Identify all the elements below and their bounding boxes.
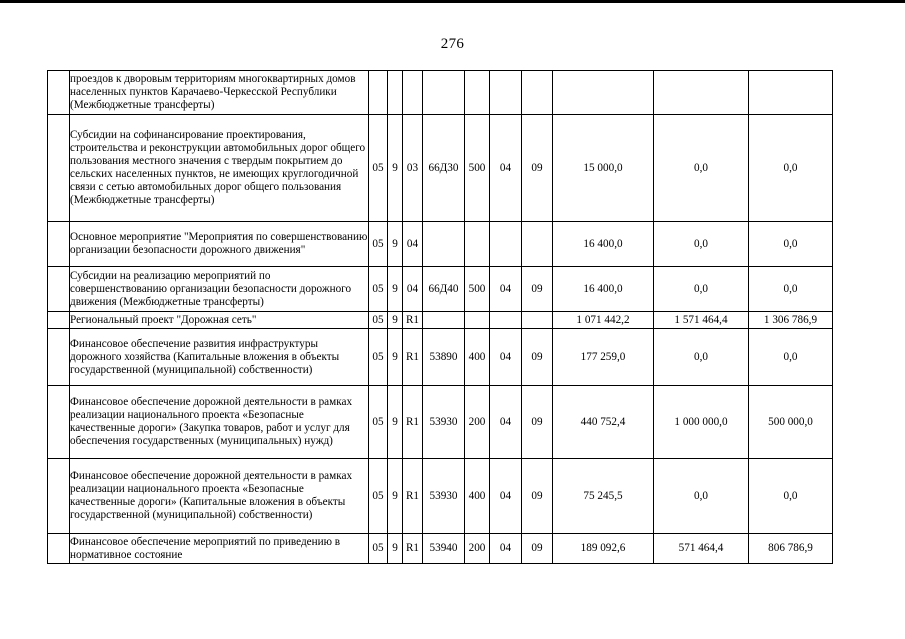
section-cell: 04 [490,534,522,564]
program-code-cell: 05 [369,115,388,222]
expense-type-cell [465,222,490,267]
subsection-cell [522,312,553,329]
amount-year3-cell: 1 306 786,9 [749,312,833,329]
activity-code-cell: 04 [403,267,423,312]
activity-code-cell: R1 [403,386,423,459]
row-number-cell [48,386,70,459]
section-cell: 04 [490,386,522,459]
activity-code-cell: 04 [403,222,423,267]
expense-type-cell: 400 [465,329,490,386]
amount-year2-cell: 0,0 [654,115,749,222]
amount-year1-cell: 75 245,5 [553,459,654,534]
amount-year3-cell: 500 000,0 [749,386,833,459]
expense-type-cell: 500 [465,115,490,222]
expense-type-cell: 200 [465,534,490,564]
direction-code-cell: 66Д30 [423,115,465,222]
section-cell [490,71,522,115]
row-number-cell [48,267,70,312]
page-number: 276 [440,36,465,52]
amount-year2-cell: 571 464,4 [654,534,749,564]
amount-year2-cell: 0,0 [654,222,749,267]
amount-year2-cell: 1 000 000,0 [654,386,749,459]
subprogram-code-cell: 9 [388,222,403,267]
direction-code-cell: 66Д40 [423,267,465,312]
table-row [48,115,833,222]
row-number-cell [48,71,70,115]
section-cell: 04 [490,459,522,534]
row-number-cell [48,222,70,267]
program-code-cell: 05 [369,459,388,534]
direction-code-cell: 53940 [423,534,465,564]
table-row [48,222,833,267]
row-number-cell [48,115,70,222]
amount-year3-cell: 806 786,9 [749,534,833,564]
row-number-cell [48,312,70,329]
item-name-cell: Финансовое обеспечение дорожной деятельности в рамках реализации национального проекта «Безопасные качественные дороги» (Капитальные вложения в объекты государственной (муниципальной) собственности) [70,459,369,534]
subprogram-code-cell [388,71,403,115]
activity-code-cell: R1 [403,534,423,564]
activity-code-cell: R1 [403,459,423,534]
direction-code-cell [423,222,465,267]
budget-table [47,70,833,564]
subsection-cell: 09 [522,459,553,534]
amount-year1-cell: 16 400,0 [553,222,654,267]
direction-code-cell: 53930 [423,459,465,534]
amount-year1-cell: 1 071 442,2 [553,312,654,329]
amount-year2-cell: 0,0 [654,329,749,386]
subsection-cell: 09 [522,386,553,459]
amount-year1-cell: 15 000,0 [553,115,654,222]
table-row [48,312,833,329]
amount-year1-cell: 16 400,0 [553,267,654,312]
table-row [48,267,833,312]
row-number-cell [48,329,70,386]
amount-year3-cell: 0,0 [749,222,833,267]
amount-year2-cell: 1 571 464,4 [654,312,749,329]
amount-year2-cell: 0,0 [654,267,749,312]
subsection-cell: 09 [522,115,553,222]
program-code-cell: 05 [369,222,388,267]
amount-year3-cell: 0,0 [749,267,833,312]
amount-year3-cell: 0,0 [749,459,833,534]
expense-type-cell: 200 [465,386,490,459]
direction-code-cell: 53930 [423,386,465,459]
program-code-cell [369,71,388,115]
amount-year1-cell: 440 752,4 [553,386,654,459]
item-name-cell: Субсидии на софинансирование проектирования, строительства и реконструкции автомобильных дорог общего пользования местного значения с твердым покрытием до сельских населенных пунктов, не имеющих круглогодичной связи с сетью автомобильных дорог общего пользования (Межбюджетные трансферты) [70,115,369,222]
activity-code-cell [403,71,423,115]
subsection-cell: 09 [522,534,553,564]
subprogram-code-cell: 9 [388,312,403,329]
program-code-cell: 05 [369,329,388,386]
expense-type-cell [465,71,490,115]
section-cell: 04 [490,267,522,312]
item-name-cell: Основное мероприятие "Мероприятия по совершенствованию организации безопасности дорожного движения" [70,222,369,267]
amount-year1-cell: 177 259,0 [553,329,654,386]
activity-code-cell: R1 [403,329,423,386]
table-row [48,459,833,534]
amount-year1-cell [553,71,654,115]
amount-year2-cell [654,71,749,115]
subprogram-code-cell: 9 [388,534,403,564]
table-row [48,329,833,386]
amount-year3-cell: 0,0 [749,329,833,386]
table-body [48,71,833,564]
expense-type-cell: 400 [465,459,490,534]
amount-year2-cell: 0,0 [654,459,749,534]
item-name-cell: Региональный проект "Дорожная сеть" [70,312,369,329]
table-row [48,534,833,564]
direction-code-cell: 53890 [423,329,465,386]
direction-code-cell [423,71,465,115]
item-name-cell: Субсидии на реализацию мероприятий по совершенствованию организации безопасности дорожного движения (Межбюджетные трансферты) [70,267,369,312]
activity-code-cell: 03 [403,115,423,222]
subsection-cell [522,71,553,115]
activity-code-cell: R1 [403,312,423,329]
section-cell [490,312,522,329]
amount-year3-cell: 0,0 [749,115,833,222]
direction-code-cell [423,312,465,329]
subprogram-code-cell: 9 [388,115,403,222]
row-number-cell [48,534,70,564]
amount-year3-cell [749,71,833,115]
program-code-cell: 05 [369,312,388,329]
subsection-cell: 09 [522,267,553,312]
subprogram-code-cell: 9 [388,267,403,312]
section-cell [490,222,522,267]
amount-year1-cell: 189 092,6 [553,534,654,564]
program-code-cell: 05 [369,267,388,312]
subsection-cell: 09 [522,329,553,386]
table-row [48,386,833,459]
subprogram-code-cell: 9 [388,459,403,534]
section-cell: 04 [490,329,522,386]
table-row [48,71,833,115]
top-border-rule [0,0,905,3]
item-name-cell: проездов к дворовым территориям многоквартирных домов населенных пунктов Карачаево-Черкесской Республики (Межбюджетные трансферты) [70,71,369,115]
row-number-cell [48,459,70,534]
subsection-cell [522,222,553,267]
item-name-cell: Финансовое обеспечение мероприятий по приведению в нормативное состояние [70,534,369,564]
item-name-cell: Финансовое обеспечение дорожной деятельности в рамках реализации национального проекта «Безопасные качественные дороги» (Закупка товаров, работ и услуг для обеспечения государственных (муниципальных) нужд) [70,386,369,459]
expense-type-cell: 500 [465,267,490,312]
program-code-cell: 05 [369,386,388,459]
subprogram-code-cell: 9 [388,386,403,459]
item-name-cell: Финансовое обеспечение развития инфраструктуры дорожного хозяйства (Капитальные вложения в объекты государственной (муниципальной) собственности) [70,329,369,386]
subprogram-code-cell: 9 [388,329,403,386]
program-code-cell: 05 [369,534,388,564]
section-cell: 04 [490,115,522,222]
expense-type-cell [465,312,490,329]
